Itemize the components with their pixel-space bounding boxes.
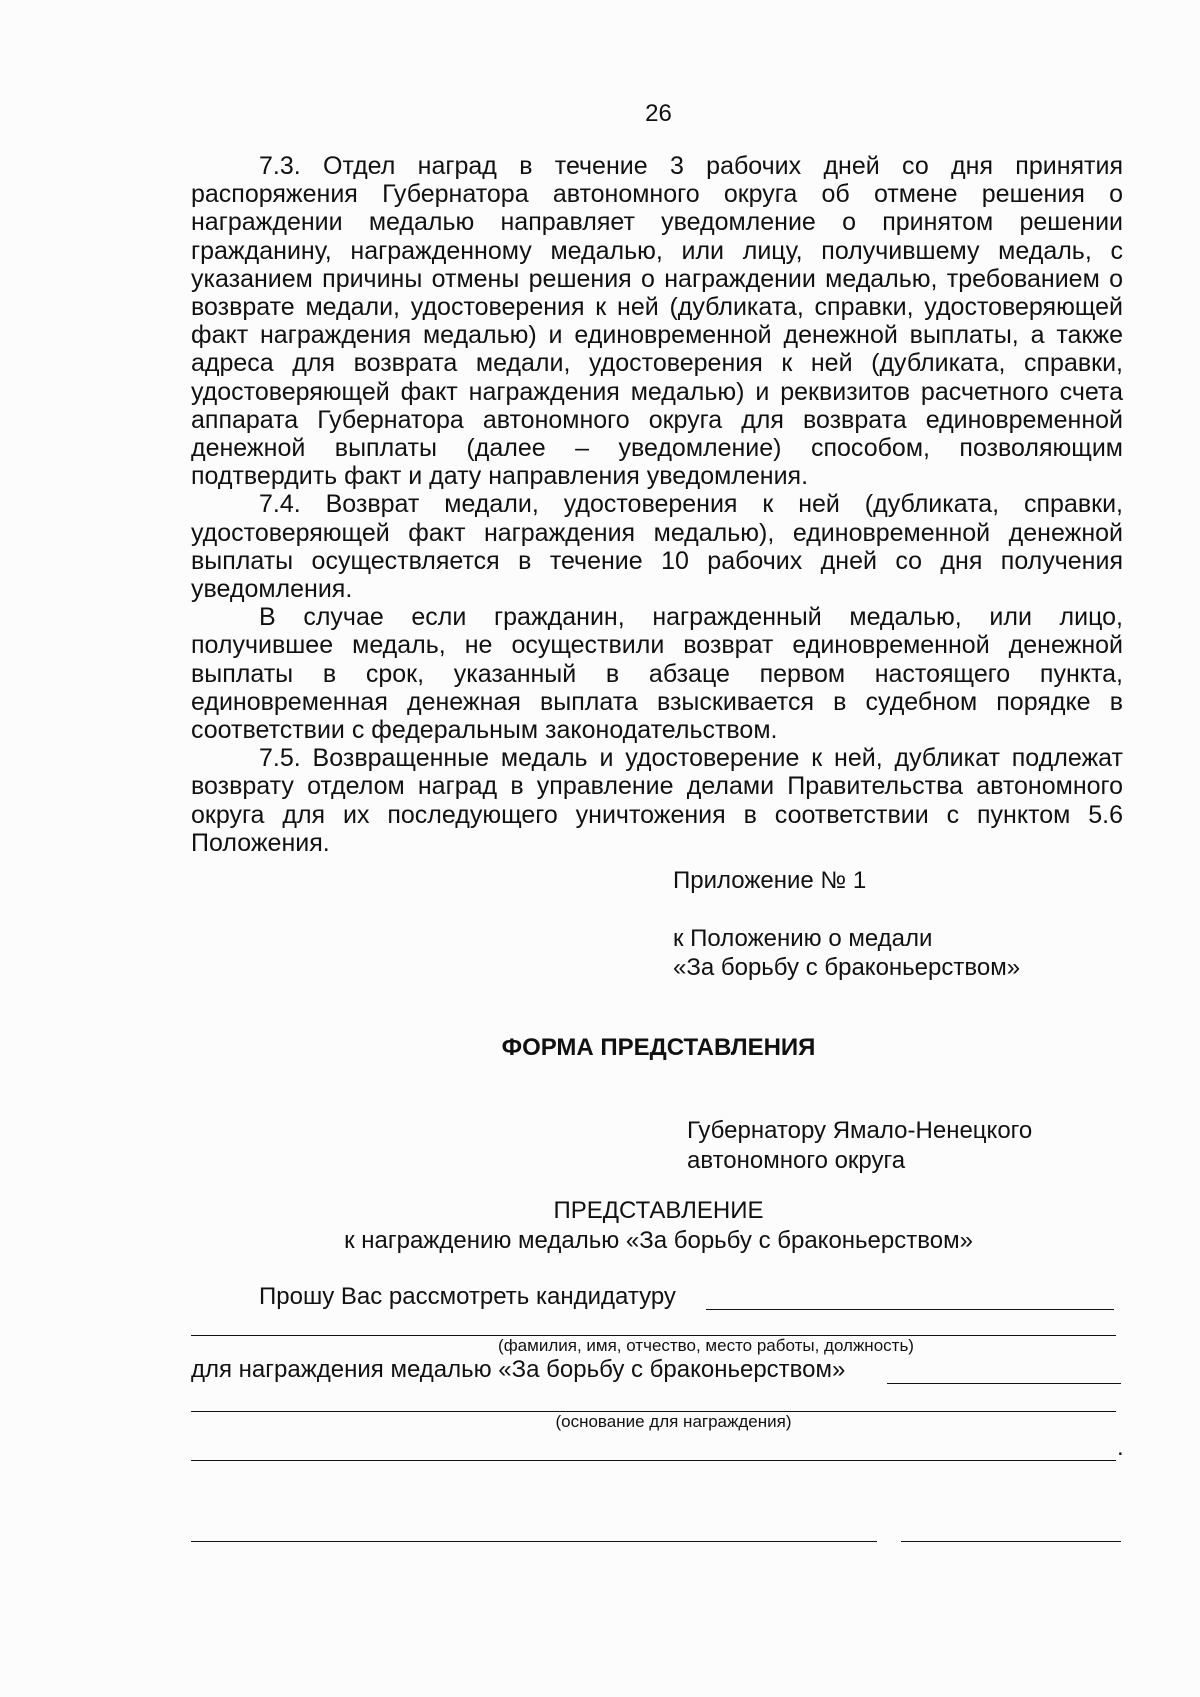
document-title [0,1196,1200,1256]
page-number: 26 [645,100,672,127]
document-title-line-1: ПРЕДСТАВЛЕНИЕ [553,1197,764,1224]
addressee-line-2: автономного округа [687,1147,906,1174]
addressee-block [687,1116,1032,1176]
appendix-reference-line-2: «За борьбу с браконьерством» [673,954,1021,981]
end-period: . [1117,1434,1124,1461]
appendix-reference-line-1: к Положению о медали [673,925,933,952]
paragraph-7-4: 7.4. Возврат медали, удостоверения к ней (дубликата, справки, удостоверяющей факт награждения медалью), единовременной денежной выплаты осуществляется в течение 10 рабочих дней со дня получения уведомления. [191,490,1123,604]
paragraph-7-5: 7.5. Возвращенные медаль и удостоверение к ней, дубликат подлежат возврату отделом наград в управление делами Правительства автономного округа для их последующего уничтожения в соответствии с пунктом 5.6 Положения. [191,744,1123,857]
basis-field-line-1[interactable] [887,1383,1121,1384]
form-title: ФОРМА ПРЕДСТАВЛЕНИЯ [501,1034,816,1061]
candidate-field-caption: (фамилия, имя, отчество, место работы, должность) [498,1336,914,1355]
paragraph-7-3: 7.3. Отдел наград в течение 3 рабочих дней со дня принятия распоряжения Губернатора автономного округа об отмене решения о награждении медалью направляет уведомление о принятом решении гражданину, награжденному медалью, или лицу, получившему медаль, с указанием причины отмены решения о награждении медалью, требованием о возврате медали, удостоверения к ней (дубликата, справки, удостоверяющей факт награждения медалью) и единовременной денежной выплаты, а также адреса для возврата медали, удостоверения к ней (дубликата, справки, удостоверяющей факт награждения медалью) и реквизитов расчетного счета аппарата Губернатора автономного округа для возврата единовременной денежной выплаты (далее – уведомление) способом, позволяющим подтвердить факт и дату направления уведомления. [191,152,1123,491]
document-title-line-2: к награждению медалью «За борьбу с браконьерством» [344,1227,973,1254]
request-label: Прошу Вас рассмотреть кандидатуру [259,1283,676,1310]
main-text [191,152,1123,857]
signature-name-line[interactable] [901,1541,1121,1542]
appendix-block [673,866,1020,982]
basis-field-line-3[interactable] [191,1460,1116,1461]
signature-line[interactable] [191,1541,877,1542]
appendix-number: Приложение № 1 [673,867,867,894]
addressee-line-1: Губернатору Ямало-Ненецкого [687,1117,1033,1144]
award-label: для награждения медалью «За борьбу с браконьерством» [191,1356,846,1383]
paragraph-7-4-second: В случае если гражданин, награжденный медалью, или лицо, получившее медаль, не осуществили возврат единовременной денежной выплаты в срок, указанный в абзаце первом настоящего пункта, единовременная денежная выплата взыскивается в судебном порядке в соответствии с федеральным законодательством. [191,603,1123,745]
candidate-field-line-1[interactable] [706,1309,1114,1310]
basis-field-caption: (основание для награждения) [555,1412,792,1431]
